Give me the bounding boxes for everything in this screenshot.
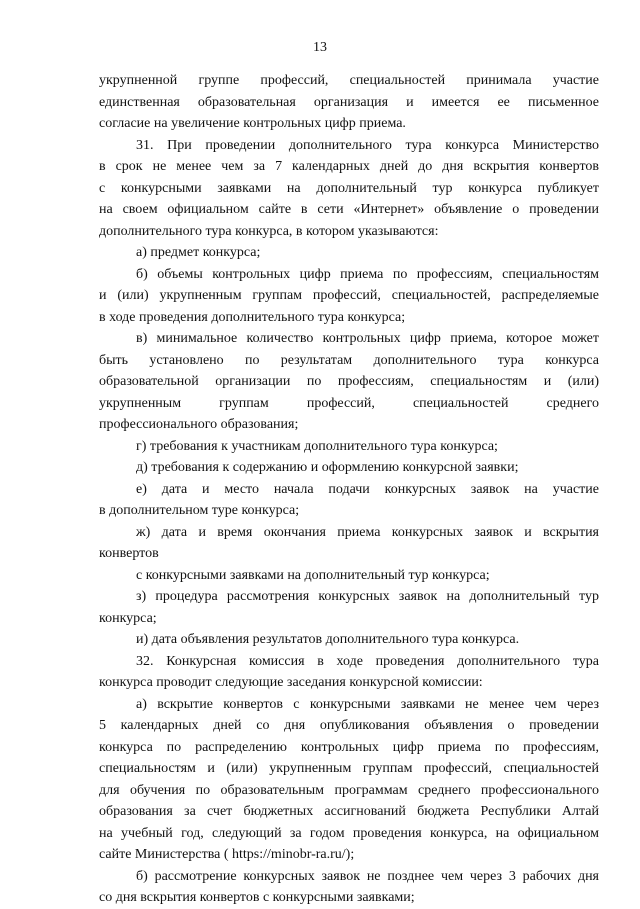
document-body [99,70,599,909]
text-line: 32. Конкурсная комиссия в ходе проведения дополнительного тура [136,653,599,669]
text-line: а) вскрытие конвертов с конкурсными заявками не менее чем через [136,696,599,712]
text-line: для обучения по образовательным программам среднего профессионального [99,782,599,798]
text-line: дополнительного тура конкурса, в котором указываются: [99,223,439,239]
text-line: б) объемы контрольных цифр приема по профессиям, специальностям [136,266,599,282]
text-line: 5 календарных дней со дня опубликования объявления о проведении [99,718,599,733]
text-line: в срок не менее чем за 7 календарных дней до дня вскрытия конвертов [99,159,599,174]
text-line: сайте Министерства ( https://minobr-ra.ru/); [99,847,355,862]
text-line: и (или) укрупненным группам профессий, специальностей, распределяемые [99,288,599,303]
text-line: образовательной организации по профессиям, специальностям и (или) [99,374,599,389]
text-line: конкурса проводит следующие заседания конкурсной комиссии: [99,675,483,690]
text-line: согласие на увеличение контрольных цифр приема. [99,116,406,131]
text-line: а) предмет конкурса; [136,245,261,260]
page-number: 13 [313,40,327,55]
text-line: д) требования к содержанию и оформлению конкурсной заявки; [136,460,519,475]
text-line: з) процедура рассмотрения конкурсных заявок на дополнительный тур [136,589,599,604]
text-line: единственная образовательная организация и имеется ее письменное [99,94,599,110]
text-line: укрупненной группе профессий, специальностей принимала участие [99,73,599,88]
text-line: быть установлено по результатам дополнительного тура конкурса [99,352,599,368]
text-line: 31. При проведении дополнительного тура конкурса Министерство [136,137,599,153]
text-line: конкурса; [99,610,157,626]
text-line: образования за счет бюджетных ассигнований бюджета Республики Алтай [99,804,599,819]
text-line: б) рассмотрение конкурсных заявок не позднее чем через 3 рабочих дня [136,868,599,884]
text-line: на учебный год, следующий за годом проведения конкурса, на официальном [99,825,599,841]
text-line: в ходе проведения дополнительного тура конкурса; [99,309,406,325]
text-line: конкурса по распределению контрольных цифр приема по профессиям, [99,739,599,755]
text-line: с конкурсными заявками на дополнительный тур конкурса; [136,567,490,583]
text-line: е) дата и место начала подачи конкурсных заявок на участие [136,481,599,497]
text-line: профессионального образования; [99,417,299,432]
text-line: с конкурсными заявками на дополнительный тур конкурса публикует [99,180,599,196]
text-line: со дня вскрытия конвертов с конкурсными заявками; [99,890,415,905]
text-line: и) дата объявления результатов дополнительного тура конкурса. [136,632,520,647]
text-line: специальностям и (или) укрупненным группам профессий, специальностей [99,761,599,776]
text-line: г) требования к участникам дополнительного тура конкурса; [136,438,498,454]
text-line: на своем официальном сайте в сети «Интернет» объявление о проведении [99,202,599,217]
text-line: в дополнительном туре конкурса; [99,503,300,518]
text-line: конвертов [99,546,159,561]
text-line: ж) дата и время окончания приема конкурсных заявок и вскрытия [136,524,599,540]
text-line: укрупненным группам профессий, специальностей среднего [99,395,599,411]
text-line: в) минимальное количество контрольных цифр приема, которое может [136,331,599,346]
